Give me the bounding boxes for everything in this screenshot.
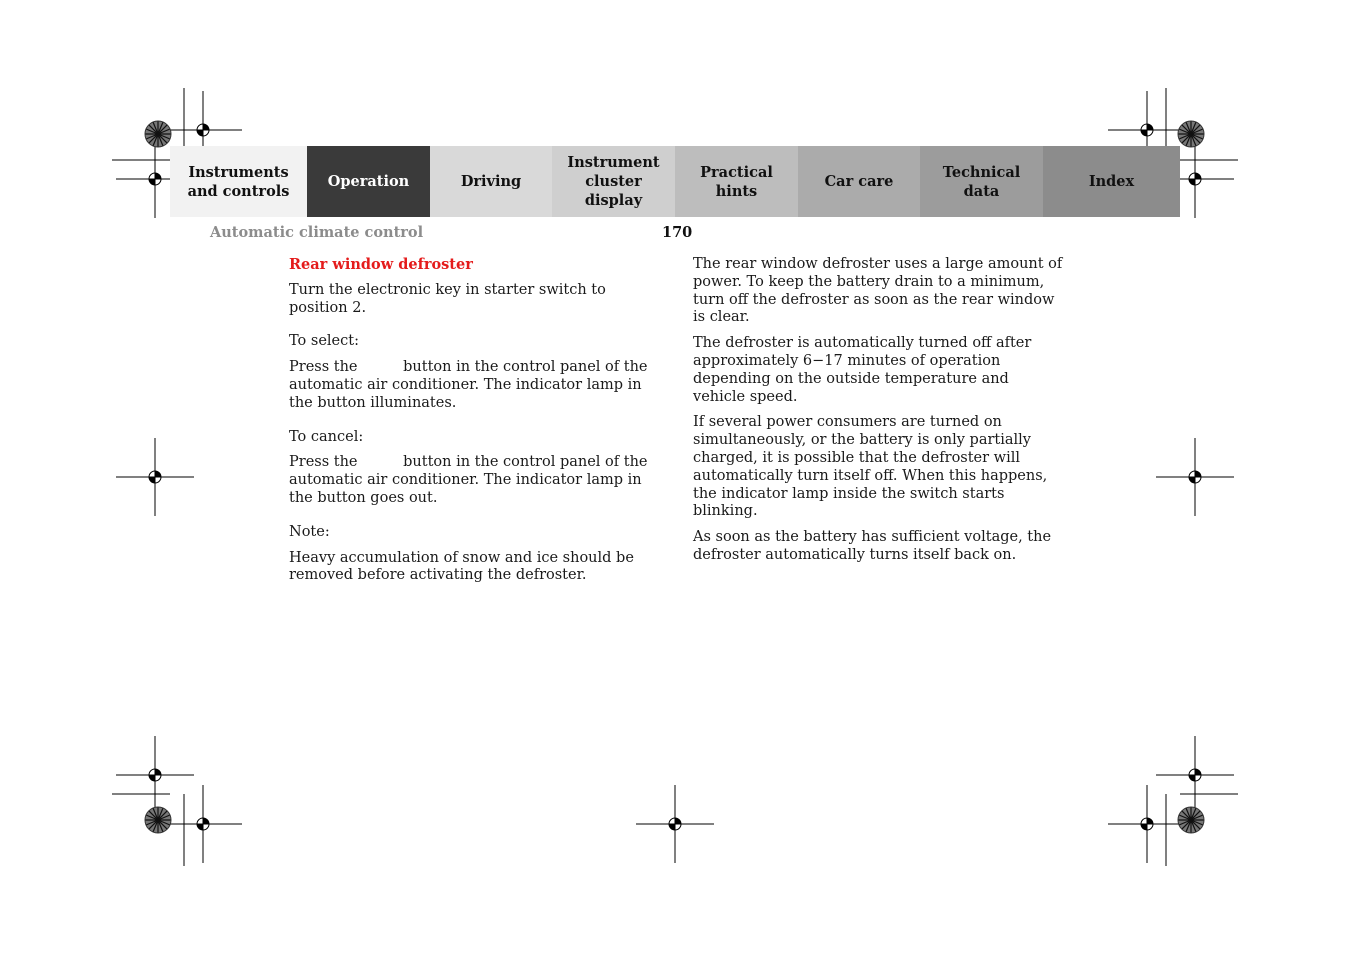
paragraph: If several power consumers are turned on simultaneously, or the battery is only partially charged, it is possible that the defroster will automatically turn itself off. When this happens, the indicator lamp inside the switch starts blinking. bbox=[693, 414, 1048, 520]
crosshair-mark bbox=[164, 785, 242, 863]
tab-instruments-and-controls[interactable] bbox=[170, 146, 307, 217]
section-tabs bbox=[170, 146, 1180, 217]
crosshair-mark bbox=[116, 438, 194, 516]
tab-label: Operation bbox=[327, 173, 410, 190]
paragraph: The rear window defroster uses a large amount of power. To keep the battery drain to a minimum, turn off the defroster as soon as the rear window is clear. bbox=[693, 256, 1063, 326]
select-label: To select: bbox=[289, 333, 359, 350]
section-heading: Rear window defroster bbox=[289, 256, 473, 273]
tab-label: Index bbox=[1088, 173, 1135, 190]
tab-index[interactable] bbox=[1043, 146, 1180, 217]
star-target-mark bbox=[145, 121, 171, 147]
tab-operation[interactable] bbox=[307, 146, 430, 217]
cancel-instructions: Press the button in the control panel of the automatic air conditioner. The indicator lamp in the button goes out. bbox=[289, 454, 648, 506]
tab-instrument-cluster-display[interactable] bbox=[552, 146, 675, 217]
note-text: Heavy accumulation of snow and ice should be removed before activating the defroster. bbox=[289, 549, 634, 584]
section-title: Automatic climate control bbox=[210, 224, 424, 241]
crosshair-mark bbox=[636, 785, 714, 863]
star-target-mark bbox=[1178, 121, 1204, 147]
star-target-mark bbox=[145, 807, 171, 833]
tab-label: Practical hints bbox=[700, 163, 773, 200]
paragraph: As soon as the battery has sufficient voltage, the defroster automatically turns itself back on. bbox=[693, 529, 1052, 563]
page-number: 170 bbox=[662, 224, 693, 241]
tab-label: Car care bbox=[824, 173, 894, 190]
select-instructions: Press the button in the control panel of the automatic air conditioner. The indicator lamp in the button illuminates. bbox=[289, 359, 648, 411]
tab-technical-data[interactable] bbox=[920, 146, 1043, 217]
tab-label: Instruments and controls bbox=[187, 163, 290, 200]
right-column bbox=[693, 256, 1065, 565]
paragraph: The defroster is automatically turned off after approximately 6−17 minutes of operation depending on the outside temperature and vehicle speed. bbox=[693, 335, 1032, 405]
crosshair-mark bbox=[1108, 785, 1186, 863]
intro-paragraph: Turn the electronic key in starter switch to position 2. bbox=[289, 281, 606, 316]
star-target-mark bbox=[1178, 807, 1204, 833]
crosshair-mark bbox=[1156, 438, 1234, 516]
tab-car-care[interactable] bbox=[798, 146, 920, 217]
tab-label: Instrument cluster display bbox=[567, 154, 660, 209]
tab-label: Technical data bbox=[942, 163, 1021, 200]
tab-driving[interactable] bbox=[430, 146, 552, 217]
crosshair-mark bbox=[116, 736, 194, 814]
crosshair-mark bbox=[1156, 736, 1234, 814]
cancel-label: To cancel: bbox=[289, 428, 364, 445]
left-column bbox=[289, 256, 659, 585]
tab-practical-hints[interactable] bbox=[675, 146, 798, 217]
note-label: Note: bbox=[289, 523, 330, 540]
tab-label: Driving bbox=[460, 173, 522, 190]
